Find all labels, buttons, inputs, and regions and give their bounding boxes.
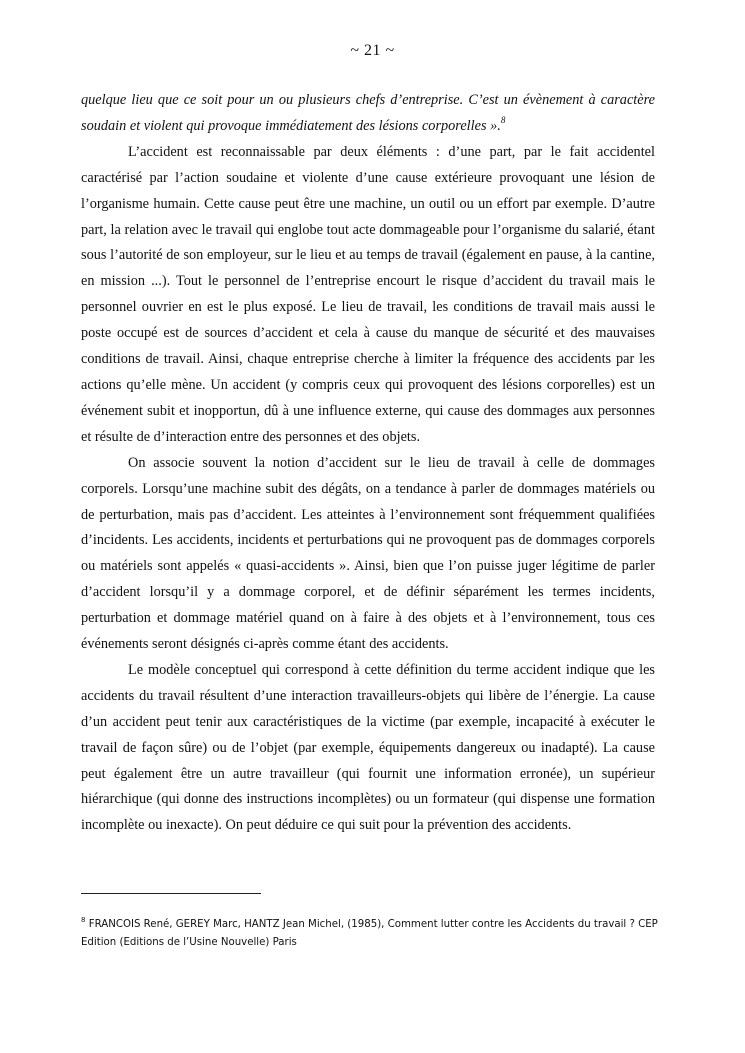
footnote-text: FRANCOIS René, GEREY Marc, HANTZ Jean Michel, (1985), Comment lutter contre les Accidents du travail ? CEP Edition (Editions de l’Usine Nouvelle) Paris: [81, 919, 658, 948]
paragraph-conceptual-model: Le modèle conceptuel qui correspond à cette définition du terme accident indique que les accidents du travail résultent d’une interaction travailleurs-objets qui libère de l’énergie. La cause d’un accident peut tenir aux caractéristiques de la victime (par exemple, incapacité à exécuter le travail de façon sûre) ou de l’objet (par exemple, équipements dangereux ou inadapté). La cause peut également être un autre travailleur (qui fournit une information erronée), un supérieur hiérarchique (qui donne des instructions incomplètes) ou un formateur (qui dispense une formation incomplète ou inexacte). On peut déduire ce qui suit pour la prévention des accidents.: [81, 661, 655, 834]
paragraph-accident-notion: On associe souvent la notion d’accident sur le lieu de travail à celle de dommages corporels. Lorsqu’une machine subit des dégâts, on a tendance à parler de dommages matériels ou de perturbation, mais pas d’accident. Les atteintes à l’environnement sont fréquemment qualifiées d’incidents. Les accidents, incidents et perturbations qui ne provoquent pas de dommages corporels ou matériels sont appelés « quasi-accidents ». Ainsi, bien que l’on puisse juger légitime de parler d’accident lorsqu’il y a dommage corporel, et de définir séparément les termes incidents, perturbation et dommage matériel quand on à faire à des objets et à l’environnement, tous ces événements seront désignés ci-après comme étant des accidents.: [81, 454, 655, 653]
footnote-number: 8: [81, 915, 86, 924]
footnote-divider: [81, 893, 261, 894]
footnote-reference: 8: [500, 115, 506, 126]
footnote: [81, 916, 671, 952]
quote-text: quelque lieu que ce soit pour un ou plusieurs chefs d’entreprise. C’est un évènement à caractère soudain et violent qui provoque immédiatement des lésions corporelles ».: [81, 92, 655, 134]
quote-continuation: [81, 88, 655, 140]
page-number: ~ 21 ~: [350, 42, 395, 59]
body-text: [81, 88, 655, 839]
paragraph-accident-definition: L’accident est reconnaissable par deux éléments : d’une part, par le fait accidentel caractérisé par l’action soudaine et violente d’une cause extérieure provoquant une lésion de l’organisme humain. Cette cause peut être une machine, un outil ou un effort par exemple. D’autre part, la relation avec le travail qui englobe tout acte dommageable pour l’organisme du salarié, étant sous l’autorité de son employeur, sur le lieu et au temps de travail (également en pause, à la cantine, en mission ...). Tout le personnel de l’entreprise encourt le risque d’accident du travail mais le personnel ouvrier en est le plus exposé. Le lieu de travail, les conditions de travail mais aussi le poste occupé est de sources d’accident et cela à cause du manque de sécurité et des mauvaises conditions de travail. Ainsi, chaque entreprise cherche à limiter la fréquence des accidents par les actions qu’elle mène. Un accident (y compris ceux qui provoquent des lésions corporelles) est un événement subit et inopportun, dû à une influence externe, qui cause des dommages aux personnes et résulte de d’interaction entre des personnes et des objets.: [81, 143, 655, 445]
